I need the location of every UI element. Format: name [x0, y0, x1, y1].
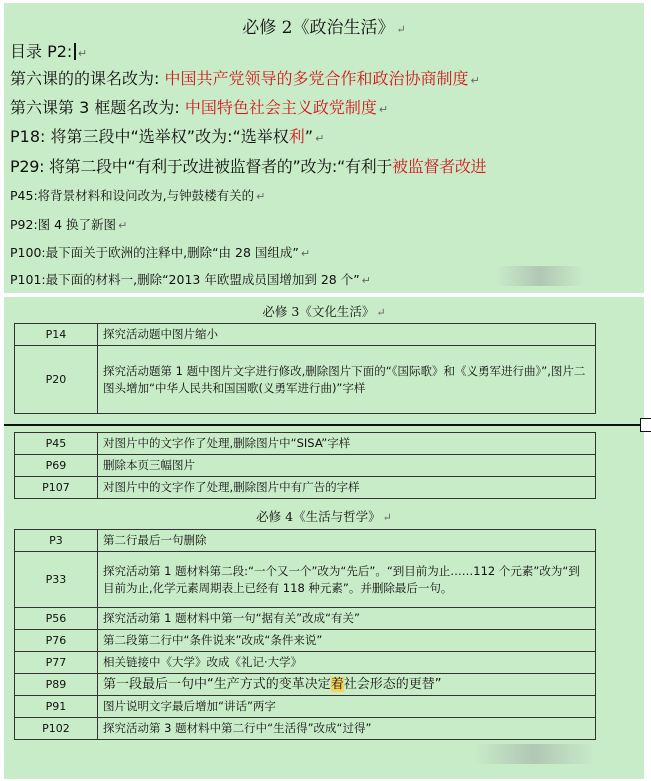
- page-cell: P33: [15, 552, 98, 608]
- p18-line: P18: 将第三段中“选举权”改为:“选举权利” ↵: [10, 127, 325, 146]
- page-cell: P77: [15, 652, 98, 674]
- change-cell: 探究活动第 3 题材料中第二行中“生活得”改成“过得”: [98, 718, 596, 740]
- change-cell: 探究活动第 1 题材料中第一句“据有关”改成“有关”: [98, 608, 596, 630]
- table-row: [15, 696, 596, 718]
- p100-line: P100:最下面关于欧洲的注释中,删除“由 28 国组成” ↵: [10, 245, 311, 260]
- table-row: [15, 674, 596, 696]
- page-cell: P69: [15, 455, 98, 477]
- change-cell: 第二段第二行中“条件说来”改成“条件来说”: [98, 630, 596, 652]
- culture-philosophy-section: [4, 297, 644, 779]
- toc-line: 目录 P2: ↵: [10, 42, 88, 61]
- table-row: [15, 718, 596, 740]
- blurred-watermark: [474, 744, 594, 764]
- table-row: [15, 324, 596, 346]
- table-row: [15, 530, 596, 552]
- table-row: [15, 477, 596, 499]
- change-cell: 第一段最后一句中“生产方式的变革决定着社会形态的更替”: [98, 674, 596, 696]
- politics-section: [4, 3, 644, 293]
- blurred-watermark: [496, 266, 584, 286]
- politics-title: 必修 2《政治生活》 ↵: [242, 18, 406, 38]
- table-row: [15, 346, 596, 414]
- page-cell: P45: [15, 433, 98, 455]
- change-cell: 探究活动题第 1 题中图片文字进行修改,删除图片下面的“《国际歌》和《义勇军进行曲》”,图片二图头增加“中华人民共和国国歌(义勇军进行曲)”字样: [98, 346, 596, 414]
- change-cell: 相关链接中《大学》改成《礼记·大学》: [98, 652, 596, 674]
- culture-table-part1: [14, 323, 596, 414]
- table-row: [15, 455, 596, 477]
- highlighted-char: 着: [330, 677, 344, 692]
- page-cell: P20: [15, 346, 98, 414]
- table-row: [15, 630, 596, 652]
- table-row: [15, 652, 596, 674]
- table-row: [15, 608, 596, 630]
- change-cell: 删除本页三幅图片: [98, 455, 596, 477]
- page-cell: P3: [15, 530, 98, 552]
- change-cell: 第二行最后一句删除: [98, 530, 596, 552]
- p45-line: P45:将背景材料和设问改为,与钟鼓楼有关的 ↵: [10, 188, 266, 203]
- change-cell: 对图片中的文字作了处理,删除图片中“SISA”字样: [98, 433, 596, 455]
- lesson6-frame3-line: 第六课第 3 框题名改为: 中国特色社会主义政党制度 ↵: [10, 98, 389, 117]
- p29-line: P29: 将第二段中“有利于改进被监督者的”改为:“有利于被监督者改进: [10, 157, 487, 176]
- page-cell: P14: [15, 324, 98, 346]
- page-cell: P91: [15, 696, 98, 718]
- culture-table-part2: [14, 432, 596, 499]
- p101-line: P101:最下面的材料一,删除“2013 年欧盟成员国增加到 28 个” ↵: [10, 272, 371, 287]
- text-cursor: [74, 43, 76, 60]
- change-cell: 探究活动第 1 题材料第二段:“一个又一个”改为“先后”。“到目前为止……112 个元素”改为“到目前为止,化学元素周期表上已经有 118 种元素”。并删除最后一句。: [98, 552, 596, 608]
- change-cell: 对图片中的文字作了处理,删除图片中有广告的字样: [98, 477, 596, 499]
- page-cell: P107: [15, 477, 98, 499]
- table-row: [15, 433, 596, 455]
- change-cell: 图片说明文字最后增加“讲话”两字: [98, 696, 596, 718]
- page-cell: P102: [15, 718, 98, 740]
- philosophy-title: 必修 4《生活与哲学》 ↵: [256, 509, 392, 524]
- p92-line: P92:图 4 换了新图 ↵: [10, 217, 128, 232]
- change-cell: 探究活动题中图片缩小: [98, 324, 596, 346]
- page-cell: P89: [15, 674, 98, 696]
- philosophy-table: [14, 529, 596, 740]
- page-break-line: [4, 424, 651, 426]
- table-row: [15, 552, 596, 608]
- page-cell: P76: [15, 630, 98, 652]
- culture-title: 必修 3《文化生活》 ↵: [262, 304, 386, 319]
- page-cell: P56: [15, 608, 98, 630]
- lesson6-title-line: 第六课的的课名改为: 中国共产党领导的多党合作和政治协商制度 ↵: [10, 69, 480, 88]
- page-break-marker: [640, 418, 651, 432]
